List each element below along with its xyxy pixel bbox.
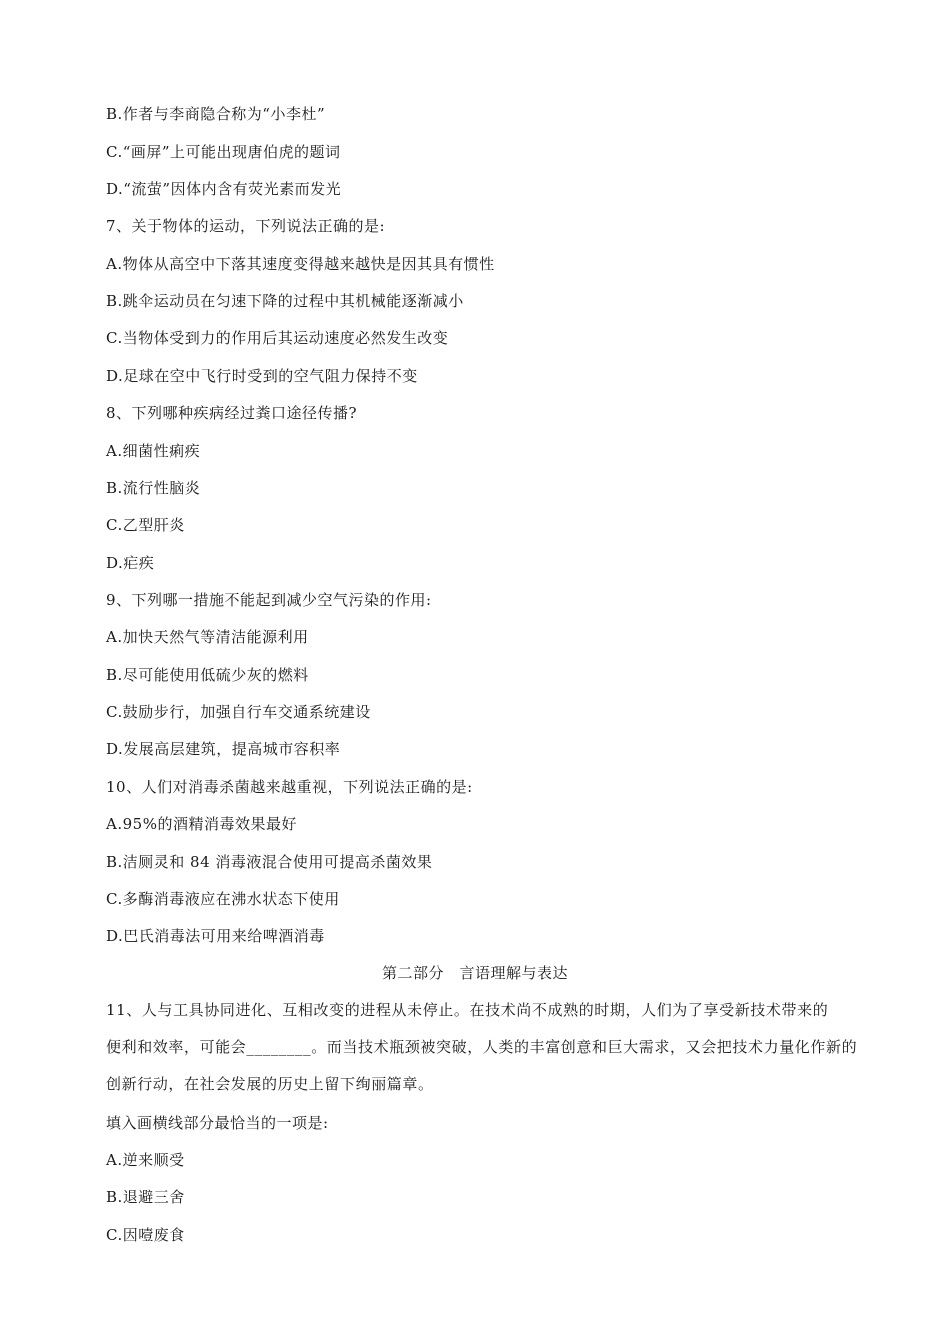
q11-option-a: A.逆来顺受	[106, 1151, 185, 1169]
q7-option-c: C.当物体受到力的作用后其运动速度必然发生改变	[106, 329, 449, 347]
q11-line-3: 创新行动，在社会发展的历史上留下绚丽篇章。	[106, 1075, 434, 1093]
q8-stem: 8、下列哪种疾病经过粪口途径传播?	[106, 404, 358, 422]
q9-option-d: D.发展高层建筑，提高城市容积率	[106, 740, 341, 758]
q11-prompt: 填入画横线部分最恰当的一项是:	[106, 1114, 329, 1132]
q10-option-c: C.多酶消毒液应在沸水状态下使用	[106, 890, 340, 908]
q10-stem: 10、人们对消毒杀菌越来越重视，下列说法正确的是:	[106, 778, 473, 796]
q11-line-2: 便利和效率，可能会________。而当技术瓶颈被突破，人类的丰富创意和巨大需求，又会把技术力量化作新的	[106, 1038, 858, 1056]
q7-option-b: B.跳伞运动员在匀速下降的过程中其机械能逐渐减小	[106, 292, 464, 310]
q6-option-d: D.“流萤”因体内含有荧光素而发光	[106, 180, 342, 198]
q8-option-b: B.流行性脑炎	[106, 479, 201, 497]
q10-option-a: A.95%的酒精消毒效果最好	[106, 815, 297, 833]
q8-option-d: D.疟疾	[106, 554, 155, 572]
q6-option-c: C.“画屏”上可能出现唐伯虎的题词	[106, 143, 341, 161]
q10-option-b: B.洁厕灵和 84 消毒液混合使用可提高杀菌效果	[106, 853, 433, 871]
q7-option-d: D.足球在空中飞行时受到的空气阻力保持不变	[106, 367, 418, 385]
q11-option-b: B.退避三舍	[106, 1188, 185, 1206]
q8-option-a: A.细菌性痢疾	[106, 442, 201, 460]
q9-option-a: A.加快天然气等清洁能源利用	[106, 628, 309, 646]
q8-option-c: C.乙型肝炎	[106, 516, 185, 534]
q6-option-b: B.作者与李商隐合称为“小李杜”	[106, 105, 326, 123]
q11-line-1: 11、人与工具协同进化、互相改变的进程从未停止。在技术尚不成熟的时期，人们为了享受新技术带来的	[106, 1001, 829, 1019]
section-heading: 第二部分 言语理解与表达	[381, 964, 568, 982]
q9-option-c: C.鼓励步行，加强自行车交通系统建设	[106, 703, 371, 721]
q11-option-c: C.因噎废食	[106, 1226, 185, 1244]
q9-stem: 9、下列哪一措施不能起到减少空气污染的作用:	[106, 591, 432, 609]
q7-stem: 7、关于物体的运动，下列说法正确的是:	[106, 217, 386, 235]
q9-option-b: B.尽可能使用低硫少灰的燃料	[106, 666, 309, 684]
q10-option-d: D.巴氏消毒法可用来给啤酒消毒	[106, 927, 325, 945]
q7-option-a: A.物体从高空中下落其速度变得越来越快是因其具有惯性	[106, 255, 495, 273]
q11-paragraph	[106, 992, 878, 1103]
